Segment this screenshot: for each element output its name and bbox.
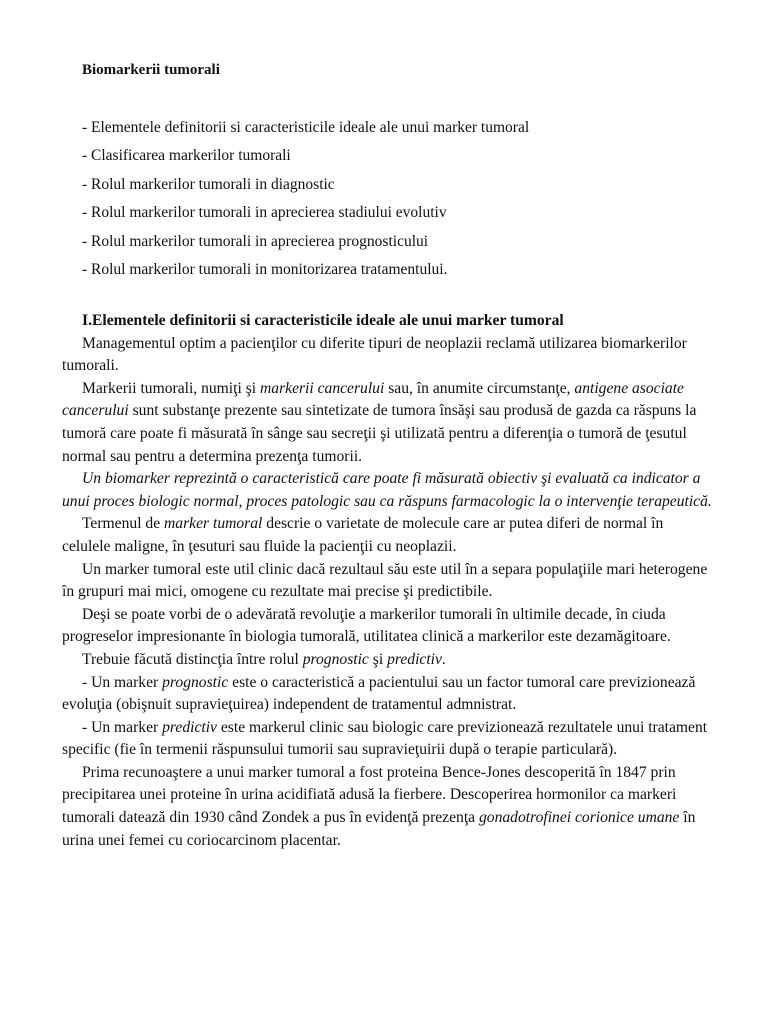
topic-item: - Rolul markerilor tumorali in monitorizarea tratamentului. (82, 260, 448, 278)
section-heading: I.Elementele definitorii si caracteristicile ideale ale unui marker tumoral (82, 312, 564, 329)
text-run: şi (368, 650, 388, 668)
paragraph-management: Managementul optim a pacienţilor cu diferite tipuri de neoplazii reclamă utilizarea biomarkerilor tumorali. (62, 334, 687, 375)
paragraph-prognostic-marker (62, 672, 714, 717)
paragraph-revolution: Deşi se poate vorbi de o adevărată revoluţie a markerilor tumorali în ultimile decade, în ciuda progreselor impresionante în biologia tumorală, utilitatea clinică a markerilor este dezamăgitoare. (62, 605, 671, 646)
text-run: Termenul de (82, 515, 165, 533)
paragraph-predictive-marker (62, 717, 714, 762)
topic-item: - Elementele definitorii si caracteristicile ideale ale unui marker tumoral (82, 119, 530, 136)
text-run: - Un marker (82, 673, 163, 691)
paragraph-biomarker-definition: Un biomarker reprezintă o caracteristică care poate fi măsurată obiectiv şi evaluată ca indicator a unui proces biologic normal, proces patologic sau ca răspuns farmacologic la o intervenţie terapeutică. (62, 470, 712, 510)
italic-term: prognostic (162, 673, 229, 691)
topic-item: - Rolul markerilor tumorali in aprecierea prognosticului (82, 232, 429, 250)
text-run: este o caracteristică a pacientului sau un factor tumoral care previzionează evoluţia (obişnuit supravieţuirea) independent de tratamentul admnistrat. (62, 673, 696, 714)
topics-list (82, 118, 529, 288)
text-run: . (441, 650, 446, 668)
text-run: sunt substanţe prezente sau sintetizate de tumora însăşi sau produsă de gazda ca răspuns la tumoră care poate fi măsurată în sânge sau secreţii şi utilizată pentru a diferenţia o tumoră de ţesutul normal sau pentru a determina prezenţa tumorii. (62, 402, 697, 465)
topic-item: - Rolul markerilor tumorali in diagnostic (82, 175, 335, 193)
text-run: descrie o varietate de molecule care ar putea diferi de normal în celulele maligne, în ţesuturi sau fluide la pacienţii cu neoplazii. (62, 515, 664, 555)
paragraph-distinction (62, 649, 714, 672)
text-run: în urina unei femei cu coriocarcinom placentar. (62, 809, 696, 849)
italic-term: markerii cancerului (260, 379, 385, 397)
paragraph-term (62, 513, 714, 558)
italic-term: antigene asociate cancerului (62, 379, 684, 420)
italic-term: prognostic (302, 650, 369, 668)
document-body (62, 310, 714, 852)
text-run: Markerii tumorali, numiţi şi (82, 379, 261, 397)
paragraph-history (62, 762, 714, 852)
document-title: Biomarkerii tumorali (82, 62, 220, 78)
text-run: este markerul clinic sau biologic care previzionează rezultatele unui tratament specific (fie în termenii răspunsului tumorii sau supravieţuirii după o terapie particulară). (62, 718, 708, 759)
paragraph-clinical-use: Un marker tumoral este util clinic dacă rezultaul său este util în a separa populaţiile mari heterogene în grupuri mai mici, omogene cu rezultate mai precise şi predictibile. (62, 560, 708, 601)
text-run: sau, în anumite circumstanţe, (384, 379, 575, 397)
paragraph-definition (62, 378, 714, 468)
italic-term: marker tumoral (164, 515, 263, 533)
text-run: Trebuie făcută distincţia între rolul (82, 650, 303, 668)
italic-term: predictiv (387, 650, 442, 668)
topic-item: - Rolul markerilor tumorali in aprecierea stadiului evolutiv (82, 204, 447, 222)
italic-term: predictiv (162, 718, 217, 736)
topic-item: - Clasificarea markerilor tumorali (82, 147, 291, 165)
text-run: - Un marker (82, 718, 163, 736)
text-run: Prima recunoaştere a unui marker tumoral a fost proteina Bence-Jones descoperită în 1847 prin precipitarea unei proteine în urina acidifiată adusă la fierbere. Descoperirea hormonilor ca markeri tumorali datează din 1930 când Zondek a pus în evidenţă prezenţa (62, 763, 677, 827)
italic-term: gonadotrofinei corionice umane (478, 809, 680, 827)
